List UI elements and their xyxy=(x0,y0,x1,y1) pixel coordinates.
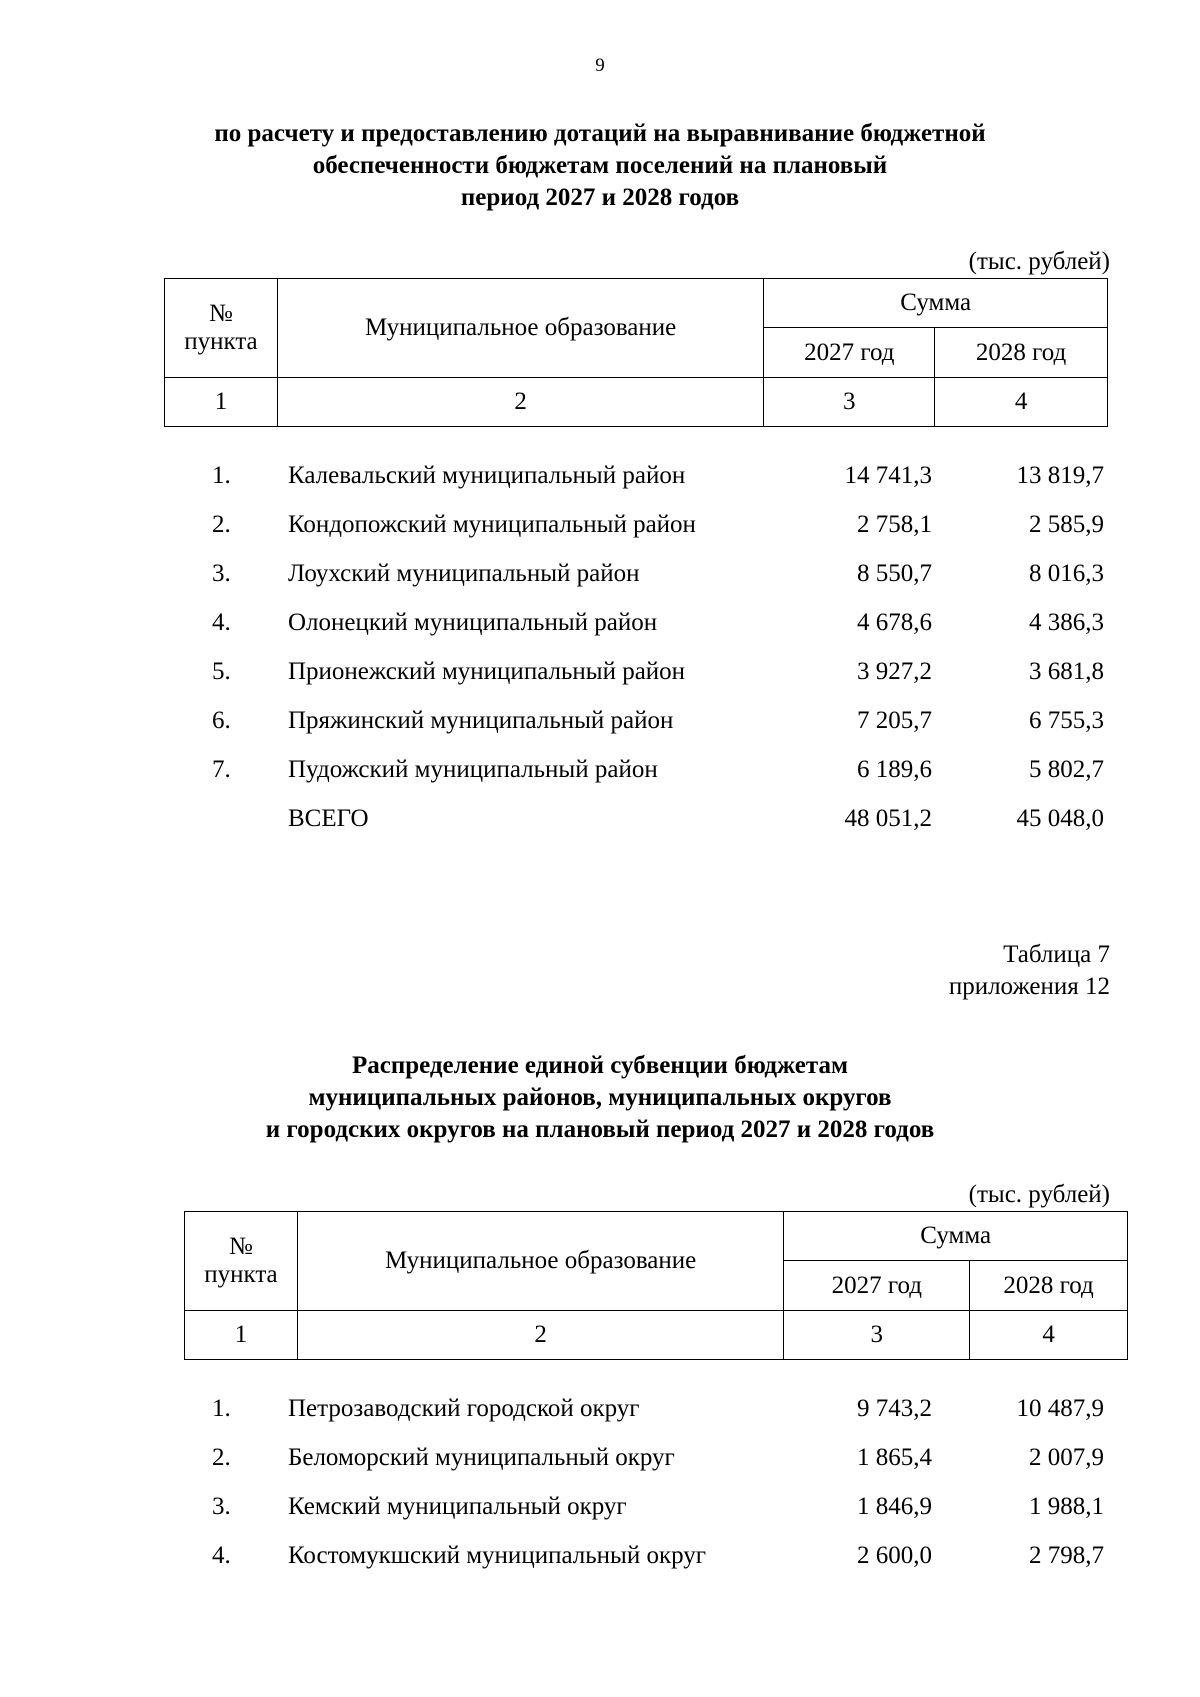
header-num-sub: пункта xyxy=(204,1261,278,1288)
row-num: 6. xyxy=(212,707,231,734)
row-value-2028: 3 681,8 xyxy=(1029,658,1104,685)
row-value-2028: 8 016,3 xyxy=(1029,560,1104,587)
header-name: Муниципальное образование xyxy=(277,279,763,378)
header-num-cell xyxy=(185,1212,298,1311)
row-name: Прионежский муниципальный район xyxy=(288,658,686,685)
row-value-2028: 10 487,9 xyxy=(1016,1395,1104,1422)
row-num: 1. xyxy=(212,1395,231,1422)
table-label-line2: приложения 12 xyxy=(948,973,1110,1000)
section1-title-line: обеспеченности бюджетам поселений на плановый xyxy=(312,152,888,179)
table-label xyxy=(949,939,1110,1003)
section2-table-header xyxy=(184,1211,1128,1360)
row-value-2028: 1 988,1 xyxy=(1029,1493,1104,1520)
section1-title xyxy=(0,118,1200,214)
section1-units: (тыс. рублей) xyxy=(968,248,1110,275)
header-col-4: 4 xyxy=(935,378,1108,427)
row-num: 3. xyxy=(212,560,231,587)
row-value-2027: 8 550,7 xyxy=(857,560,932,587)
row-num: 2. xyxy=(212,1444,231,1471)
table-row xyxy=(0,658,1200,707)
row-value-2027: 1 846,9 xyxy=(857,1493,932,1520)
row-name: Пряжинский муниципальный район xyxy=(288,707,674,734)
row-value-2028: 2 007,9 xyxy=(1029,1444,1104,1471)
row-num: 3. xyxy=(212,1493,231,1520)
header-num: № xyxy=(229,1233,253,1260)
row-name: Костомукшский муниципальный округ xyxy=(288,1542,707,1569)
row-value-2028: 13 819,7 xyxy=(1016,462,1104,489)
section2-title-line: муниципальных районов, муниципальных округов xyxy=(308,1084,892,1111)
section1-rows xyxy=(0,462,1200,854)
row-name: Калевальский муниципальный район xyxy=(288,462,686,489)
row-value-2027: 2 600,0 xyxy=(857,1542,932,1569)
row-value-2028: 45 048,0 xyxy=(1016,805,1104,832)
header-num-sub: пункта xyxy=(184,328,258,355)
row-num: 1. xyxy=(212,462,231,489)
row-value-2027: 14 741,3 xyxy=(844,462,932,489)
table-total-row xyxy=(0,805,1200,854)
row-value-2027: 2 758,1 xyxy=(857,511,932,538)
header-sum: Сумма xyxy=(784,1212,1128,1261)
table-row xyxy=(0,511,1200,560)
section1-table-header xyxy=(164,278,1108,427)
page-number: 9 xyxy=(595,55,605,76)
table-row xyxy=(0,1542,1200,1591)
section2-title-line: Распределение единой субвенции бюджетам xyxy=(351,1052,849,1079)
row-name: ВСЕГО xyxy=(288,805,369,832)
row-num: 4. xyxy=(212,1542,231,1569)
table-row xyxy=(0,560,1200,609)
row-name: Петрозаводский городской округ xyxy=(288,1395,640,1422)
row-name: Кемский муниципальный округ xyxy=(288,1493,627,1520)
row-name: Кондопожский муниципальный район xyxy=(288,511,696,538)
section1-title-line: по расчету и предоставлению дотаций на выравнивание бюджетной xyxy=(214,120,986,147)
row-num: 5. xyxy=(212,658,231,685)
row-name: Олонецкий муниципальный район xyxy=(288,609,658,636)
section2-units: (тыс. рублей) xyxy=(968,1181,1110,1208)
row-value-2028: 2 798,7 xyxy=(1029,1542,1104,1569)
table-row xyxy=(0,609,1200,658)
table-row xyxy=(0,1395,1200,1444)
row-name: Лоухский муниципальный район xyxy=(288,560,640,587)
header-year-2028: 2028 год xyxy=(935,328,1108,378)
row-value-2028: 5 802,7 xyxy=(1029,756,1104,783)
section2-title-line: и городских округов на плановый период 2027 и 2028 годов xyxy=(265,1116,935,1143)
header-num: № xyxy=(209,300,233,327)
section2-rows xyxy=(0,1395,1200,1591)
header-sum: Сумма xyxy=(764,279,1108,328)
header-col-2: 2 xyxy=(297,1311,783,1360)
row-num: 2. xyxy=(212,511,231,538)
row-num: 7. xyxy=(212,756,231,783)
row-value-2027: 9 743,2 xyxy=(857,1395,932,1422)
row-name: Беломорский муниципальный округ xyxy=(288,1444,675,1471)
row-num: 4. xyxy=(212,609,231,636)
header-name: Муниципальное образование xyxy=(297,1212,783,1311)
row-value-2027: 4 678,6 xyxy=(857,609,932,636)
row-value-2028: 6 755,3 xyxy=(1029,707,1104,734)
header-year-2027: 2027 год xyxy=(784,1261,970,1311)
section1-title-line: период 2027 и 2028 годов xyxy=(460,184,740,211)
header-col-2: 2 xyxy=(277,378,763,427)
header-year-2028: 2028 год xyxy=(970,1261,1128,1311)
row-name: Пудожский муниципальный район xyxy=(288,756,658,783)
header-col-4: 4 xyxy=(970,1311,1128,1360)
header-num-cell xyxy=(165,279,278,378)
row-value-2027: 6 189,6 xyxy=(857,756,932,783)
header-col-1: 1 xyxy=(185,1311,298,1360)
section2-title xyxy=(0,1050,1200,1146)
table-row xyxy=(0,462,1200,511)
row-value-2027: 7 205,7 xyxy=(857,707,932,734)
row-value-2027: 48 051,2 xyxy=(844,805,932,832)
header-year-2027: 2027 год xyxy=(764,328,935,378)
table-row xyxy=(0,1444,1200,1493)
row-value-2027: 3 927,2 xyxy=(857,658,932,685)
row-value-2028: 2 585,9 xyxy=(1029,511,1104,538)
header-col-1: 1 xyxy=(165,378,278,427)
row-value-2027: 1 865,4 xyxy=(857,1444,932,1471)
header-col-3: 3 xyxy=(784,1311,970,1360)
table-row xyxy=(0,707,1200,756)
table-row xyxy=(0,1493,1200,1542)
row-value-2028: 4 386,3 xyxy=(1029,609,1104,636)
table-row xyxy=(0,756,1200,805)
table-label-line1: Таблица 7 xyxy=(1003,941,1110,968)
header-col-3: 3 xyxy=(764,378,935,427)
